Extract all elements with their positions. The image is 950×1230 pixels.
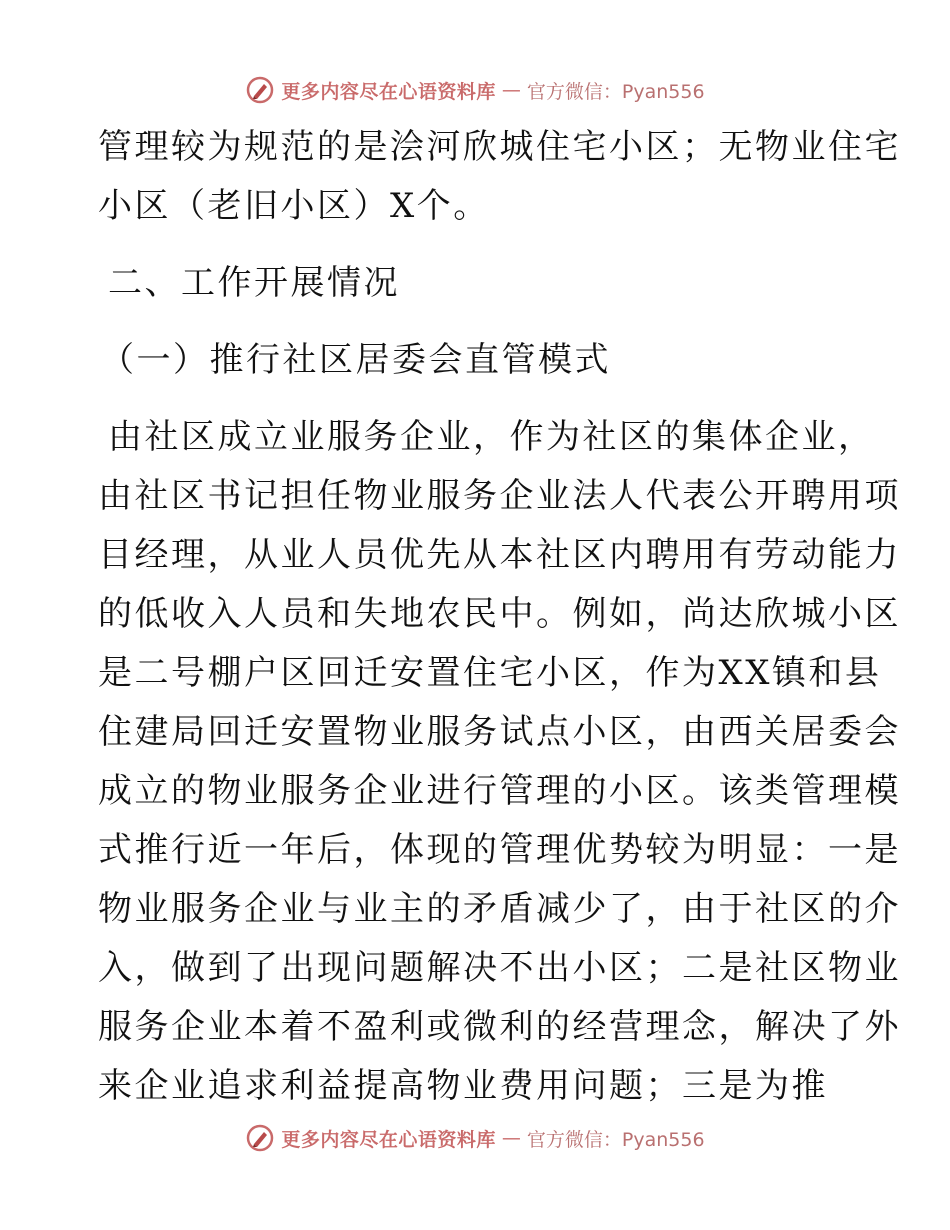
- document-body: [98, 118, 901, 1116]
- paragraph-line: 来企业追求利益提高物业费用问题；三是为推: [98, 1066, 828, 1106]
- body-line: 小区（老旧小区）X个。: [98, 186, 490, 226]
- paragraph-line: 目经理，从业人员优先从本社区内聘用有劳动能力: [98, 535, 901, 575]
- watermark-dash: —: [501, 1127, 521, 1149]
- paragraph-line: 住建局回迁安置物业服务试点小区，由西关居委会: [98, 712, 901, 752]
- watermark-brand: 更多内容尽在心语资料库: [281, 80, 496, 103]
- paragraph-line: 由社区成立业服务企业，作为社区的集体企业，: [108, 417, 875, 457]
- paragraph-line: 是二号棚户区回迁安置住宅小区，作为XX镇和县: [98, 653, 882, 693]
- paragraph-line: 服务企业本着不盈利或微利的经营理念，解决了外: [98, 1007, 901, 1047]
- subsection-heading: （一）推行社区居委会直管模式: [100, 340, 611, 380]
- watermark-contact: 官方微信：Pyan556: [526, 80, 705, 103]
- watermark-contact: 官方微信：Pyan556: [526, 1128, 705, 1151]
- body-line: 管理较为规范的是浍河欣城住宅小区；无物业住宅: [98, 127, 901, 167]
- paragraph-line: 的低收入人员和失地农民中。例如，尚达欣城小区: [98, 594, 901, 634]
- paragraph-line: 物业服务企业与业主的矛盾减少了，由于社区的介: [98, 889, 901, 929]
- paragraph-line: 入，做到了出现问题解决不出小区；二是社区物业: [98, 948, 901, 988]
- paragraph-line: 由社区书记担任物业服务企业法人代表公开聘用项: [98, 476, 901, 516]
- header-watermark: [0, 70, 950, 110]
- paragraph-line: 成立的物业服务企业进行管理的小区。该类管理模: [98, 771, 901, 811]
- section-heading: 二、工作开展情况: [108, 263, 400, 303]
- paragraph-line: 式推行近一年后，体现的管理优势较为明显：一是: [98, 830, 901, 870]
- watermark-brand: 更多内容尽在心语资料库: [281, 1128, 496, 1151]
- watermark-dash: —: [501, 79, 521, 101]
- pen-circle-icon: [245, 1123, 275, 1153]
- pen-circle-icon: [245, 75, 275, 105]
- footer-watermark: [0, 1118, 950, 1158]
